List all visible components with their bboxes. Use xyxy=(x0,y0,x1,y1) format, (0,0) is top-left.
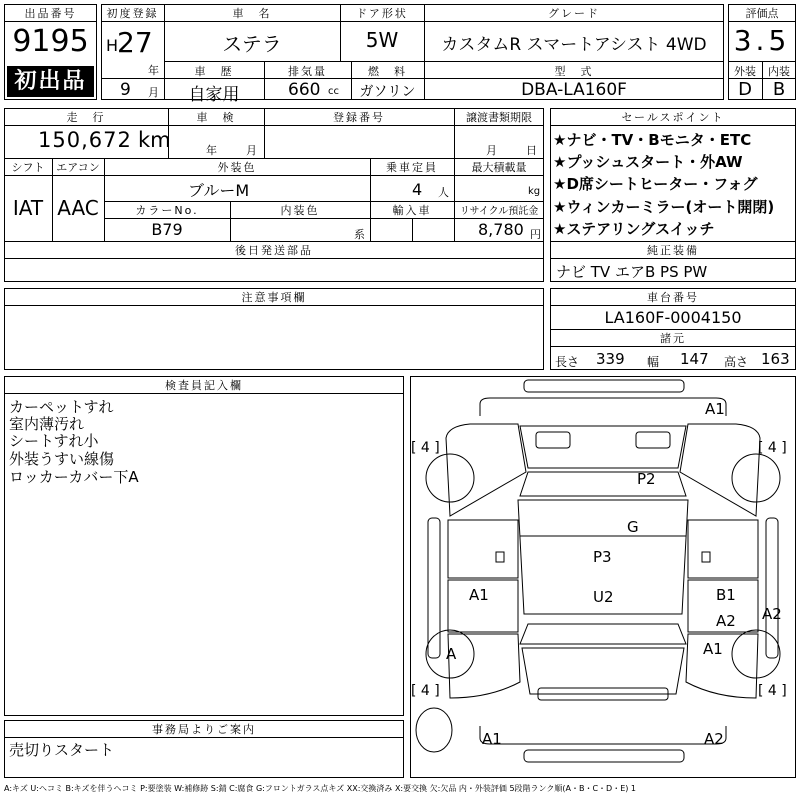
plate-label: 登録番号 xyxy=(333,111,385,124)
colorno-label: カラーNo. xyxy=(135,204,199,217)
damage-mark: A2 xyxy=(762,605,782,623)
history-label: 車 歴 xyxy=(194,65,234,78)
dim-label: 諸元 xyxy=(660,332,686,345)
tire-tread: [ 4 ] xyxy=(758,683,787,699)
reg-year: 27 xyxy=(117,26,153,59)
inspector-label: 検査員記入欄 xyxy=(165,379,243,392)
damage-mark: P2 xyxy=(637,470,656,488)
fuel: ガソリン xyxy=(359,84,416,100)
mileage: 150,672 xyxy=(38,128,132,152)
equipment: ナビ TV エアB PS PW xyxy=(556,263,708,281)
car-damage-diagram xyxy=(410,376,796,778)
inspector-note: ロッカーカバー下A xyxy=(9,468,139,486)
first-listing-badge: 初出品 xyxy=(7,66,94,97)
grade: カスタムR スマートアシスト 4WD xyxy=(441,35,707,55)
rear-bumper xyxy=(524,750,684,762)
equipment-label: 純正装備 xyxy=(647,244,699,257)
grade-label: グレード xyxy=(548,7,600,20)
displacement: 660 xyxy=(288,80,321,100)
load-unit: kg xyxy=(528,186,541,197)
intcolor-unit: 系 xyxy=(354,228,365,241)
import-label: 輸入車 xyxy=(392,204,432,217)
colorno: B79 xyxy=(151,220,183,239)
tire-tread: [ 4 ] xyxy=(758,440,787,456)
door-label: ドア形状 xyxy=(356,7,408,20)
sales-point: ★ステアリングスイッチ xyxy=(553,220,715,238)
sales-label: セールスポイント xyxy=(621,111,725,124)
sales-point: ★ナビ・TV・Bモニタ・ETC xyxy=(553,131,752,149)
mileage-unit: km xyxy=(138,128,171,152)
model: DBA-LA160F xyxy=(521,80,627,100)
rear-window xyxy=(520,624,686,644)
reg-label: 初度登録 xyxy=(106,7,159,20)
length: 339 xyxy=(596,350,625,368)
insp-month-unit: 月 xyxy=(246,144,257,157)
damage-mark: P3 xyxy=(593,548,612,566)
ac: AAC xyxy=(57,196,99,220)
disp-label: 排気量 xyxy=(288,65,327,78)
office-note: 売切りスタート xyxy=(9,741,115,759)
mileage-label: 走 行 xyxy=(66,111,106,124)
ac-label: エアコン xyxy=(56,161,100,174)
load-label: 最大積載量 xyxy=(471,161,527,174)
sales-point: ★ウィンカーミラー(オート開閉) xyxy=(553,198,775,216)
rear-right-tire xyxy=(732,630,780,678)
color-label: 外装色 xyxy=(217,161,257,174)
height: 163 xyxy=(761,350,790,368)
right-rocker xyxy=(766,518,778,658)
rear-left-fender xyxy=(448,634,520,698)
car-name-label: 車 名 xyxy=(232,7,272,20)
width-label: 幅 xyxy=(647,355,660,369)
transfer-day-unit: 日 xyxy=(526,144,537,157)
front-right-tire xyxy=(732,454,780,502)
height-label: 高さ xyxy=(724,355,749,369)
width: 147 xyxy=(680,350,709,368)
reg-year-unit: 年 xyxy=(148,64,159,77)
damage-mark: U2 xyxy=(593,588,614,606)
ext-label: 外装 xyxy=(734,65,756,78)
model-label: 型 式 xyxy=(554,65,594,78)
lot-number: 9195 xyxy=(12,24,89,59)
office-label: 事務局よりご案内 xyxy=(152,723,256,736)
legend-footer: A:キズ U:ヘコミ B:キズを伴うヘコミ P:要塗装 W:補修跡 S:錆 C:腐食 G:フロントガラス点キズ XX:交換済み X:要交換 欠:欠品 内・外装評価 5段階ランク順(A・B・C・D・E) 1 xyxy=(4,784,637,793)
left-rocker xyxy=(428,518,440,658)
front-bumper-outline xyxy=(480,398,726,416)
capacity-unit: 人 xyxy=(438,186,449,199)
score: 3.5 xyxy=(733,24,791,57)
ext-grade: D xyxy=(738,79,752,100)
damage-mark: A xyxy=(446,645,457,663)
door-type: 5W xyxy=(365,28,399,52)
chassis-number: LA160F-0004150 xyxy=(604,308,742,327)
damage-mark: A2 xyxy=(716,612,736,630)
history: 自家用 xyxy=(188,85,240,105)
color: ブルーM xyxy=(188,181,250,200)
era: H xyxy=(106,36,119,55)
capacity-label: 乗車定員 xyxy=(386,161,438,174)
int-label: 内装 xyxy=(768,65,790,78)
rear-bumper-outline xyxy=(480,726,726,744)
insp-year-unit: 年 xyxy=(206,144,217,157)
shift-label: シフト xyxy=(11,161,45,174)
recycle-label: リサイクル預託金 xyxy=(459,206,539,217)
transfer-month-unit: 月 xyxy=(486,144,497,157)
shift: IAT xyxy=(12,196,44,220)
inspection-label: 車 検 xyxy=(196,111,236,124)
damage-mark: A1 xyxy=(703,640,723,658)
damage-mark: A1 xyxy=(469,586,489,604)
front-right-fender xyxy=(680,424,760,516)
inspector-note: カーペットすれ xyxy=(9,398,114,416)
reg-month: 9 xyxy=(120,80,131,100)
capacity: 4 xyxy=(412,180,423,199)
chassis-label: 車台番号 xyxy=(647,291,699,304)
spare-tire xyxy=(416,708,452,752)
score-label: 評価点 xyxy=(745,7,779,20)
inspector-note: 室内薄汚れ xyxy=(9,415,85,433)
notes-label: 注意事項欄 xyxy=(241,291,307,304)
int-grade: B xyxy=(772,79,786,100)
lot-label: 出品番号 xyxy=(24,7,77,20)
front-left-fender xyxy=(446,424,526,516)
parts-label: 後日発送部品 xyxy=(235,244,313,257)
fuel-label: 燃 料 xyxy=(368,65,407,78)
recycle-unit: 円 xyxy=(530,228,541,241)
right-front-door xyxy=(688,520,758,578)
tailgate xyxy=(522,648,684,694)
disp-unit: cc xyxy=(328,86,339,97)
sales-point: ★D席シートヒーター・フォグ xyxy=(553,175,758,193)
damage-mark: B1 xyxy=(716,586,736,604)
tire-tread: [ 4 ] xyxy=(411,440,440,456)
car-name: ステラ xyxy=(222,32,282,56)
damage-mark: A2 xyxy=(704,730,724,748)
windshield xyxy=(520,472,686,496)
damage-mark: G xyxy=(627,518,639,536)
tire-tread: [ 4 ] xyxy=(411,683,440,699)
damage-mark: A1 xyxy=(705,400,725,418)
damage-mark: A1 xyxy=(482,730,502,748)
front-bumper xyxy=(524,380,684,392)
reg-month-unit: 月 xyxy=(148,86,159,99)
left-front-door xyxy=(448,520,518,578)
inspector-note: シートすれ小 xyxy=(9,432,99,450)
intcolor-label: 内装色 xyxy=(280,204,320,217)
transfer-label: 譲渡書類期限 xyxy=(466,111,532,124)
inspector-note: 外装うすい線傷 xyxy=(9,450,115,468)
front-left-tire xyxy=(426,454,474,502)
recycle: 8,780 xyxy=(478,220,524,239)
length-label: 長さ xyxy=(555,355,580,369)
sales-point: ★プッシュスタート・外AW xyxy=(553,153,743,171)
